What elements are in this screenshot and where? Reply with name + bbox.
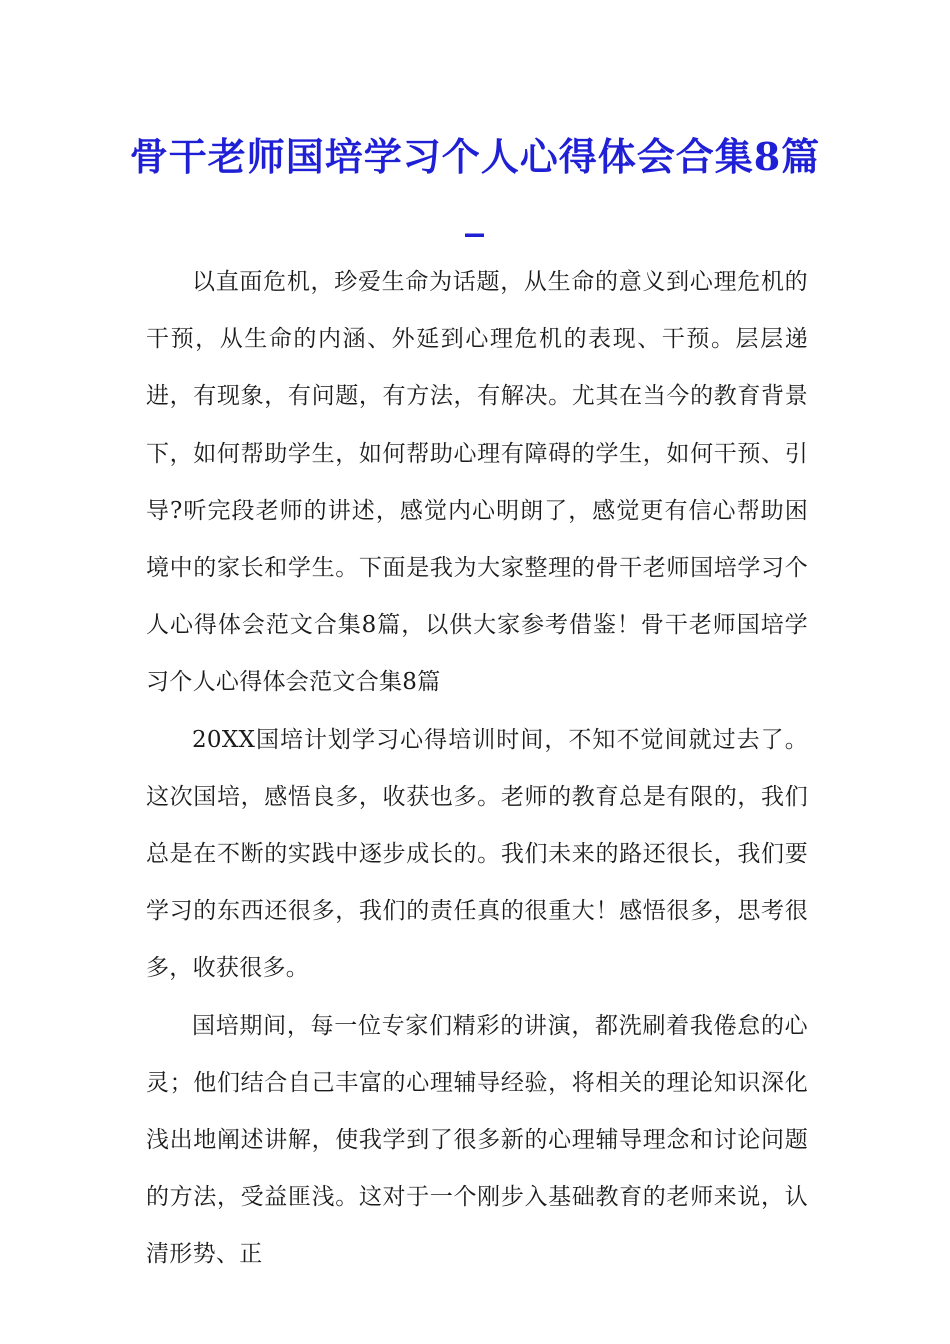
paragraph-reflection: 20XX国培计划学习心得培训时间，不知不觉间就过去了。这次国培，感悟良多，收获也多。老师的教育总是有限的，我们总是在不断的实践中逐步成长的。我们未来的路还很长，我们要学习的东西还很多，我们的责任真的很重大！感悟很多，思考很多，收获很多。 bbox=[146, 726, 808, 982]
document-title: 骨干老师国培学习个人心得体会合集8篇_ bbox=[129, 134, 821, 237]
paragraph-intro: 以直面危机，珍爱生命为话题，从生命的意义到心理危机的干预，从生命的内涵、外延到心理危机的表现、干预。层层递进，有现象，有问题，有方法，有解决。尤其在当今的教育背景下，如何帮助学生，如何帮助心理有障碍的学生，如何干预、引导?听完段老师的讲述，感觉内心明朗了，感觉更有信心帮助困境中的家长和学生。下面是我为大家整理的骨干老师国培学习个人心得体会范文合集8篇，以供大家参考借鉴！骨干老师国培学习个人心得体会范文合集8篇 bbox=[146, 269, 808, 696]
document-body bbox=[146, 254, 808, 1284]
paragraph-experts: 国培期间，每一位专家们精彩的讲演，都洗刷着我倦怠的心灵；他们结合自己丰富的心理辅导经验，将相关的理论知识深化浅出地阐述讲解，使我学到了很多新的心理辅导理念和讨论问题的方法，受益匪浅。这对于一个刚步入基础教育的老师来说，认清形势、正 bbox=[146, 1012, 808, 1268]
